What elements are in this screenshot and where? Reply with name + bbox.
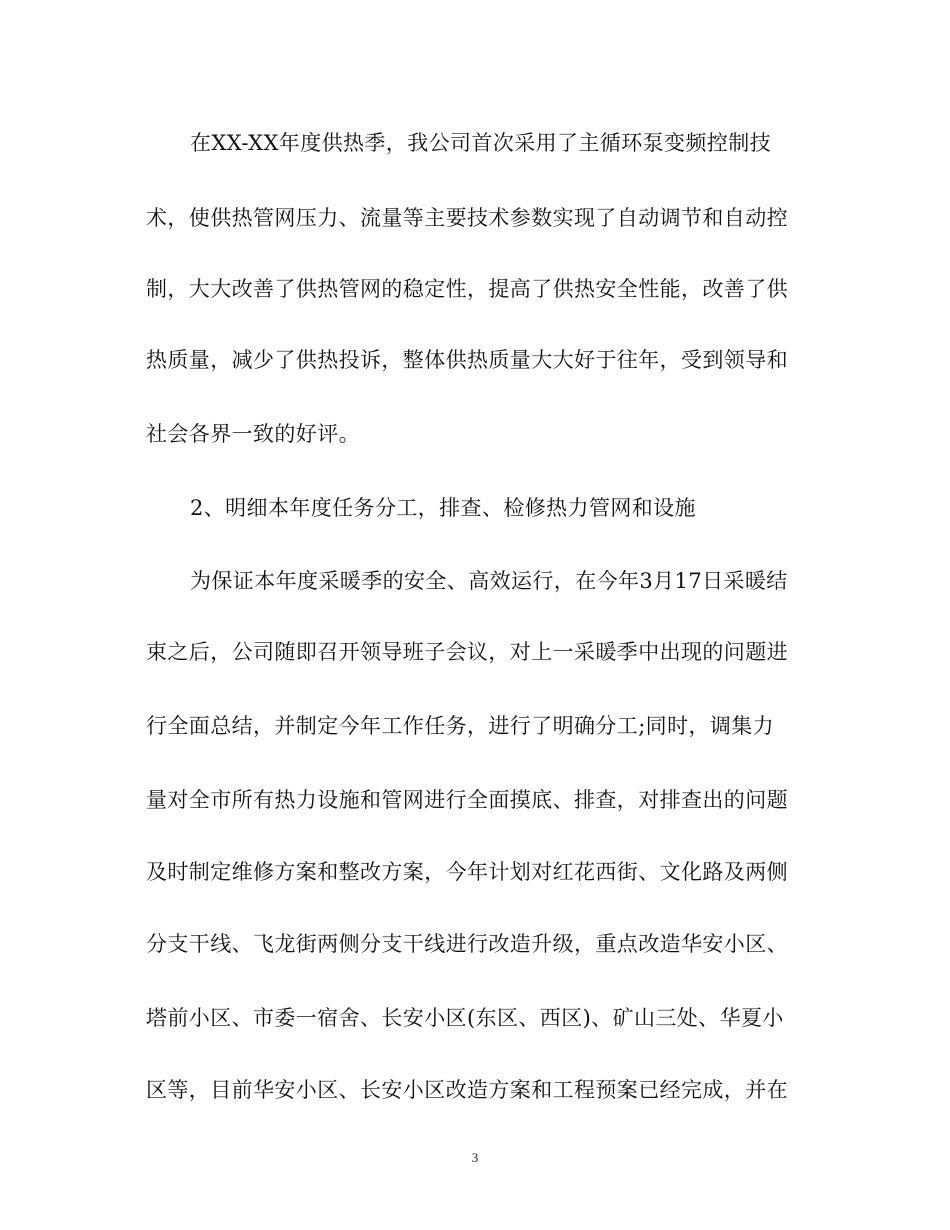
- text-line: 塔前小区、市委一宿舍、长安小区(东区、西区)、矿山三处、华夏小: [146, 1006, 784, 1030]
- text-line: 社会各界一致的好评。: [146, 422, 360, 446]
- page-number: 3: [471, 1150, 479, 1165]
- text-line: 制，大大改善了供热管网的稳定性，提高了供热安全性能，改善了供: [146, 277, 788, 301]
- text-line: 在XX-XX年度供热季，我公司首次采用了主循环泵变频控制技: [190, 131, 771, 155]
- text-line: 行全面总结，并制定今年工作任务，进行了明确分工;同时，调集力: [146, 714, 775, 738]
- text-line: 分支干线、飞龙街两侧分支干线进行改造升级，重点改造华安小区、: [146, 932, 788, 956]
- text-line: 术，使供热管网压力、流量等主要技术参数实现了自动调节和自动控: [146, 206, 788, 230]
- text-line: 为保证本年度采暖季的安全、高效运行，在今年3月17日采暖结: [190, 569, 788, 593]
- text-line: 热质量，减少了供热投诉，整体供热质量大大好于往年，受到领导和: [146, 348, 788, 372]
- text-line: 区等，目前华安小区、长安小区改造方案和工程预案已经完成，并在: [146, 1078, 788, 1102]
- text-line: 及时制定维修方案和整改方案，今年计划对红花西街、文化路及两侧: [146, 860, 788, 884]
- section-heading: 2、明细本年度任务分工，排查、检修热力管网和设施: [190, 496, 696, 520]
- text-line: 束之后，公司随即召开领导班子会议，对上一采暖季中出现的问题进: [146, 640, 788, 664]
- text-line: 量对全市所有热力设施和管网进行全面摸底、排查，对排查出的问题: [146, 788, 788, 812]
